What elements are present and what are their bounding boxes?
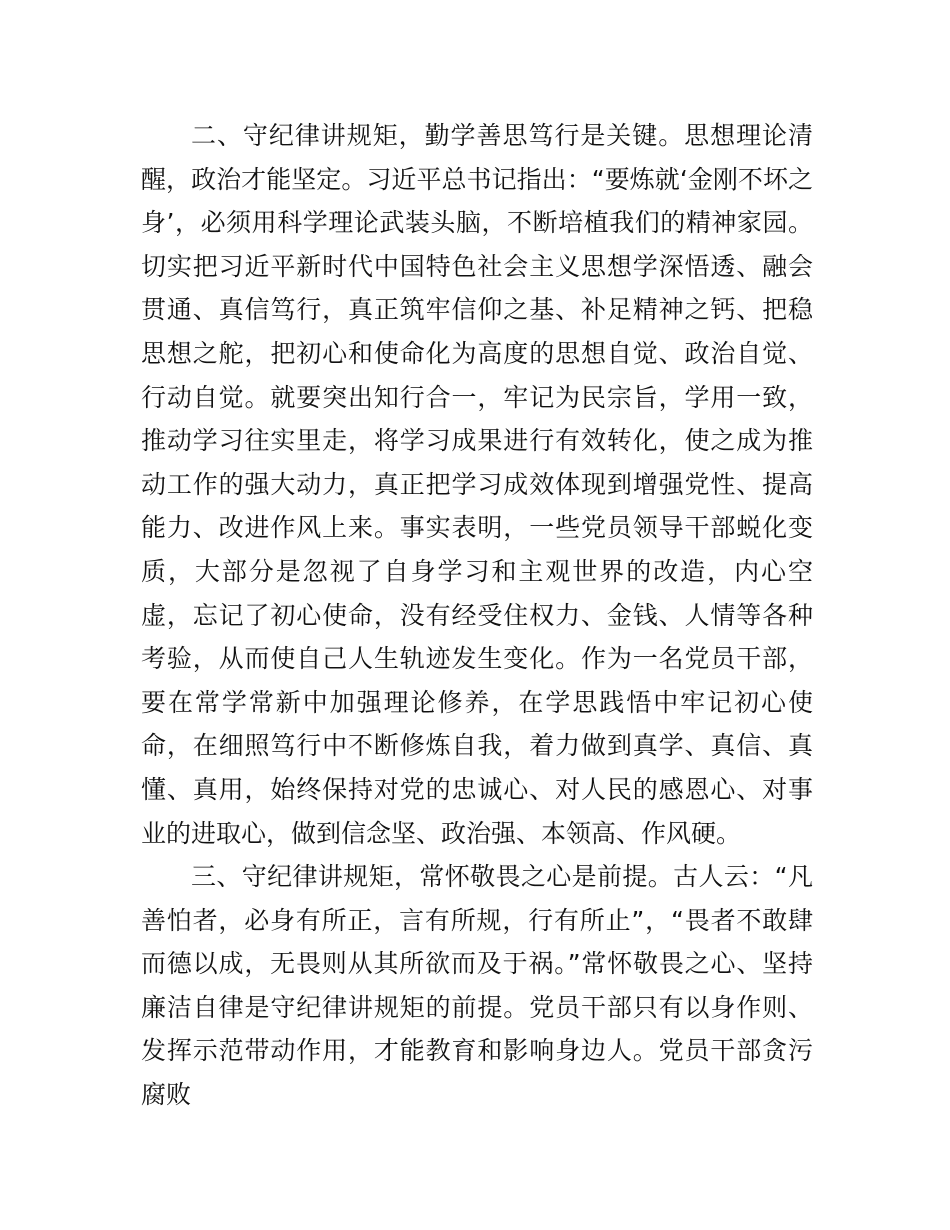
paragraph-2: 二、守纪律讲规矩，勤学善思笃行是关键。思想理论清醒，政治才能坚定。习近平总书记指出：“要炼就‘金刚不坏之身’，必须用科学理论武装头脑，不断培植我们的精神家园。切实把习近平新时代中国特色社会主义思想学深悟透、融会贯通、真信笃行，真正筑牢信仰之基、补足精神之钙、把稳思想之舵，把初心和使命化为高度的思想自觉、政治自觉、行动自觉。就要突出知行合一，牢记为民宗旨，学用一致，推动学习往实里走，将学习成果进行有效转化，使之成为推动工作的强大动力，真正把学习成效体现到增强党性、提高能力、改进作风上来。事实表明，一些党员领导干部蜕化变质，大部分是忽视了自身学习和主观世界的改造，内心空虚，忘记了初心使命，没有经受住权力、金钱、人情等各种考验，从而使自己人生轨迹发生变化。作为一名党员干部，要在常学常新中加强理论修养，在学思践悟中牢记初心使命，在细照笃行中不断修炼自我，着力做到真学、真信、真懂、真用，始终保持对党的忠诚心、对人民的感恩心、对事业的进取心，做到信念坚、政治强、本领高、作风硬。 <box>141 121 813 848</box>
document-body <box>141 114 813 1117</box>
paragraph-3: 三、守纪律讲规矩，常怀敬畏之心是前提。古人云：“凡善怕者，必身有所正，言有所规，行有所止”，“畏者不敢肆而德以成，无畏则从其所欲而及于祸。”常怀敬畏之心、坚持廉洁自律是守纪律讲规矩的前提。党员干部只有以身作则、发挥示范带动作用，才能教育和影响身边人。党员干部贪污腐败 <box>141 862 813 1110</box>
